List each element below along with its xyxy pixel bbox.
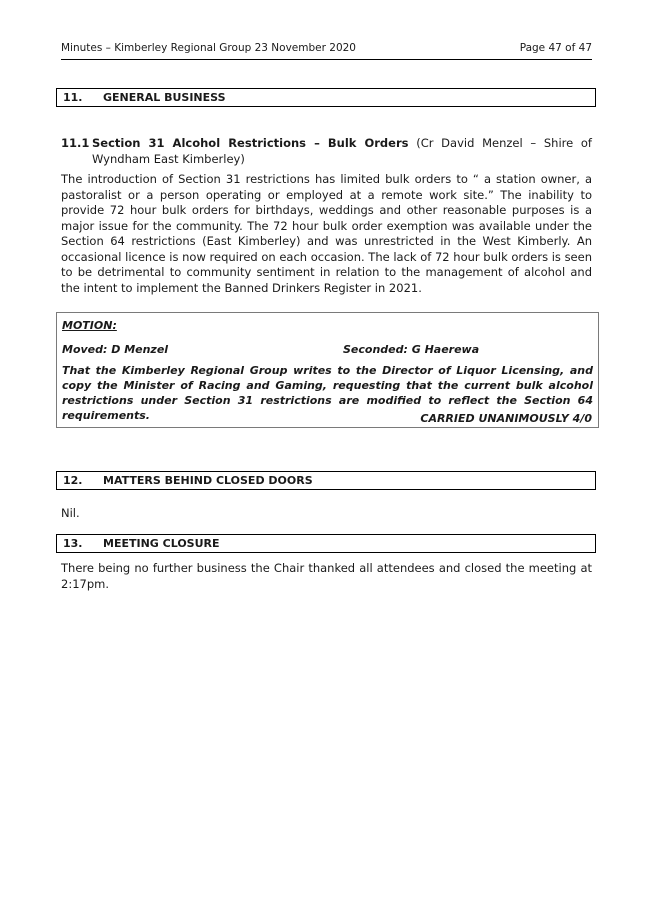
section-heading-closed-doors <box>56 471 596 490</box>
item-heading-text <box>92 136 592 167</box>
item-title: Section 31 Alcohol Restrictions – Bulk Orders <box>92 136 409 150</box>
section-number: 13. <box>63 537 83 550</box>
moved-by: Moved: D Menzel <box>62 343 169 356</box>
page-number: Page 47 of 47 <box>519 42 592 54</box>
section-title: MEETING CLOSURE <box>103 537 220 550</box>
section-title: MATTERS BEHIND CLOSED DOORS <box>103 474 313 487</box>
motion-box <box>56 312 599 428</box>
header-title: Minutes – Kimberley Regional Group 23 November 2020 <box>61 42 356 54</box>
closed-doors-body: Nil. <box>61 506 80 520</box>
item-body-paragraph: The introduction of Section 31 restrictions has limited bulk orders to “ a station owner, a pastoralist or a person operating or employed at a remote work site.” The inability to provide 72 hour bulk orders for birthdays, weddings and other reasonable purposes is a major issue for the community. The 72 hour bulk order exemption was available under the Section 64 restrictions (East Kimberley) and was unrestricted in the West Kimberly. An occasional licence is now required on each occasion. The lack of 72 hour bulk orders is seen to be detrimental to community sentiment in relation to the management of alcohol and the intent to implement the Banned Drinkers Register in 2021. <box>61 172 592 295</box>
motion-result: CARRIED UNANIMOUSLY 4/0 <box>420 412 592 425</box>
meeting-closure-body: There being no further business the Chair thanked all attendees and closed the meeting at 2:17pm. <box>61 561 592 591</box>
item-number: 11.1 <box>61 136 90 150</box>
section-heading-general-business <box>56 88 596 107</box>
page-header <box>61 42 592 60</box>
section-number: 12. <box>63 474 83 487</box>
seconded-by: Seconded: G Haerewa <box>343 343 480 356</box>
section-number: 11. <box>63 91 83 104</box>
motion-title: MOTION: <box>62 319 117 332</box>
section-heading-meeting-closure <box>56 534 596 553</box>
item-attribution: (Cr David Menzel – Shire of Wyndham East Kimberley) <box>92 136 592 166</box>
motion-text: That the Kimberley Regional Group writes to the Director of Liquor Licensing, and copy the Minister of Racing and Gaming, requesting that the current bulk alcohol restrictions under Section 31 restrictions are modified to reflect the Section 64 requirements. <box>62 364 593 422</box>
section-title: GENERAL BUSINESS <box>103 91 226 104</box>
